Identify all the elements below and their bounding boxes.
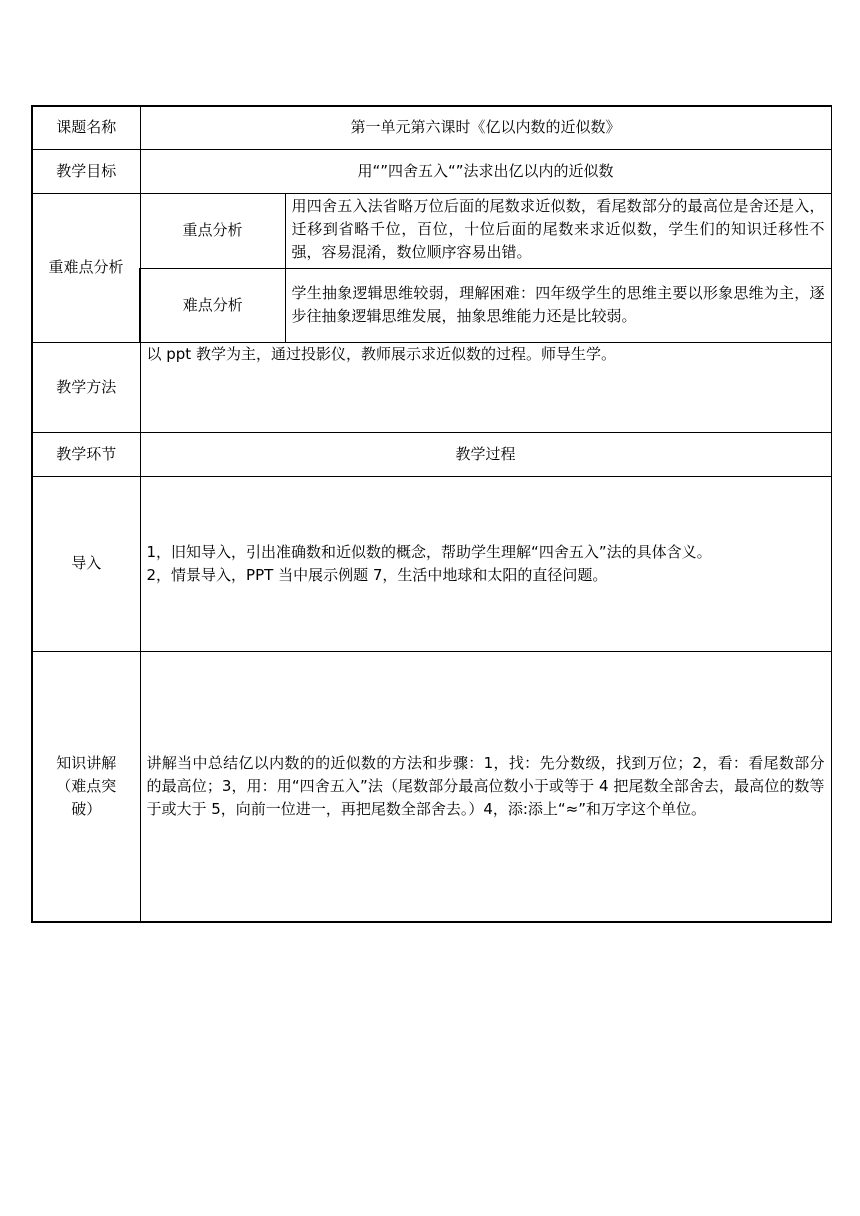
stages-value: 教学过程 <box>140 432 831 476</box>
knowledge-label: 知识讲解（难点突破） <box>32 651 140 922</box>
key-point-label: 重点分析 <box>140 193 285 268</box>
intro-line-2: 2，情景导入，PPT 当中展示例题 7，生活中地球和太阳的直径问题。 <box>146 565 608 584</box>
row-intro <box>32 476 831 651</box>
difficulty-label: 重难点分析 <box>32 193 140 342</box>
row-hard-point <box>32 268 831 342</box>
goal-value: 用“”四舍五入“”法求出亿以内的近似数 <box>140 149 831 193</box>
row-knowledge <box>32 651 831 922</box>
method-label: 教学方法 <box>32 342 140 432</box>
hard-point-label: 难点分析 <box>140 268 285 342</box>
lesson-plan-table <box>31 105 832 923</box>
row-method <box>32 342 831 432</box>
knowledge-value: 讲解当中总结亿以内数的的近似数的方法和步骤：1，找：先分数级，找到万位；2，看：看尾数部分的最高位；3，用：用“四舍五入”法（尾数部分最高位数小于或等于 4 把尾数全部舍去，最高位的数等于或大于 5，向前一位进一，再把尾数全部舍去。）4，添:添上“≈”和万字这个单位。 <box>140 651 831 922</box>
topic-value: 第一单元第六课时《亿以内数的近似数》 <box>140 106 831 149</box>
row-topic <box>32 106 831 149</box>
row-stages <box>32 432 831 476</box>
method-value: 以 ppt 教学为主，通过投影仪，教师展示求近似数的过程。师导生学。 <box>140 342 831 432</box>
row-goal <box>32 149 831 193</box>
stages-label: 教学环节 <box>32 432 140 476</box>
goal-label: 教学目标 <box>32 149 140 193</box>
topic-label: 课题名称 <box>32 106 140 149</box>
hard-point-value: 学生抽象逻辑思维较弱，理解困难：四年级学生的思维主要以形象思维为主，逐步往抽象逻辑思维发展，抽象思维能力还是比较弱。 <box>285 268 831 342</box>
intro-line-1: 1，旧知导入，引出准确数和近似数的概念，帮助学生理解“四舍五入”法的具体含义。 <box>146 542 712 561</box>
intro-label: 导入 <box>32 476 140 651</box>
row-key-point <box>32 193 831 268</box>
intro-content <box>140 476 831 651</box>
key-point-value: 用四舍五入法省略万位后面的尾数求近似数，看尾数部分的最高位是舍还是入，迁移到省略千位，百位，十位后面的尾数来求近似数，学生们的知识迁移性不强，容易混淆，数位顺序容易出错。 <box>285 193 831 268</box>
